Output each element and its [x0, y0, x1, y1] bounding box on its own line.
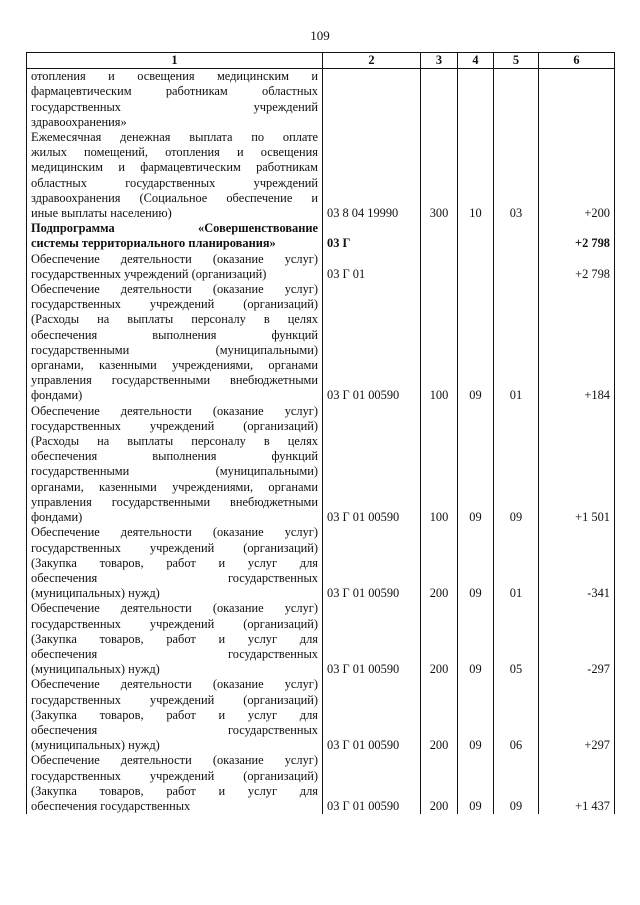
row-expense-type — [421, 221, 458, 251]
row-section: 09 — [458, 677, 494, 753]
description-line: государственных учреждений (организаций) — [31, 297, 318, 312]
description-line: государственных учреждений (организаций) — [31, 540, 318, 555]
description-line: обеспечения государственных — [31, 798, 191, 813]
row-code: 03 Г — [323, 221, 421, 251]
row-description — [27, 753, 323, 814]
table-row — [27, 252, 615, 282]
table-row — [27, 404, 615, 526]
table-row — [27, 753, 615, 814]
table-header — [27, 53, 615, 69]
row-section — [458, 221, 494, 251]
description-line: (Закупка товаров, работ и услуг для — [31, 707, 318, 722]
header-col-4: 4 — [458, 53, 494, 69]
row-description — [27, 404, 323, 526]
row-amount: -297 — [539, 601, 615, 677]
description-line: медицинским и фармацевтическим работникам — [31, 160, 318, 175]
row-amount — [539, 69, 615, 130]
description-line: обеспечения выполнения функций — [31, 449, 318, 464]
description-line: областных государственных учреждений — [31, 175, 318, 190]
description-line: Ежемесячная денежная выплата по оплате — [31, 130, 318, 145]
table-row — [27, 282, 615, 404]
row-subsection — [494, 221, 539, 251]
table-body — [27, 69, 615, 814]
row-amount: +297 — [539, 677, 615, 753]
description-line: органами, казенными учреждениями, органами — [31, 479, 318, 494]
row-section: 09 — [458, 282, 494, 404]
header-col-5: 5 — [494, 53, 539, 69]
row-code: 03 Г 01 00590 — [323, 753, 421, 814]
description-line: обеспечения государственных — [31, 570, 318, 585]
row-description — [27, 282, 323, 404]
description-line: (муниципальных) нужд) — [31, 738, 160, 753]
row-subsection: 09 — [494, 753, 539, 814]
description-line: государственных учреждений — [31, 99, 318, 114]
description-line: Обеспечение деятельности (оказание услуг) — [31, 403, 318, 418]
table-row — [27, 525, 615, 601]
description-line: фармацевтическим работникам областных — [31, 84, 318, 99]
description-line: (Расходы на выплаты персоналу в целях — [31, 312, 318, 327]
row-code: 03 Г 01 00590 — [323, 601, 421, 677]
row-subsection: 01 — [494, 525, 539, 601]
row-section: 09 — [458, 404, 494, 526]
row-expense-type: 100 — [421, 282, 458, 404]
description-line: (Закупка товаров, работ и услуг для — [31, 783, 318, 798]
row-amount: +184 — [539, 282, 615, 404]
row-description — [27, 221, 323, 251]
description-line: фондами) — [31, 388, 83, 403]
header-col-3: 3 — [421, 53, 458, 69]
row-section: 10 — [458, 130, 494, 221]
header-col-1: 1 — [27, 53, 323, 69]
row-subsection: 05 — [494, 601, 539, 677]
row-code: 03 Г 01 — [323, 252, 421, 282]
description-line: Обеспечение деятельности (оказание услуг) — [31, 601, 318, 616]
header-col-2: 2 — [323, 53, 421, 69]
row-amount: +1 437 — [539, 753, 615, 814]
row-subsection: 01 — [494, 282, 539, 404]
row-expense-type: 200 — [421, 525, 458, 601]
row-code: 03 Г 01 00590 — [323, 525, 421, 601]
row-section — [458, 252, 494, 282]
row-amount: +2 798 — [539, 252, 615, 282]
table-row — [27, 677, 615, 753]
description-line: государственных учреждений (организаций) — [31, 692, 318, 707]
description-line: государственными (муниципальными) — [31, 342, 318, 357]
row-subsection: 09 — [494, 404, 539, 526]
row-description — [27, 601, 323, 677]
description-line: жилых помещений, отопления и освещения — [31, 145, 318, 160]
row-expense-type — [421, 252, 458, 282]
description-line: (муниципальных) нужд) — [31, 662, 160, 677]
row-amount: +2 798 — [539, 221, 615, 251]
header-col-6: 6 — [539, 53, 615, 69]
row-amount: -341 — [539, 525, 615, 601]
table-row — [27, 221, 615, 251]
page-number: 109 — [310, 28, 330, 43]
row-subsection — [494, 69, 539, 130]
row-description — [27, 69, 323, 130]
row-expense-type — [421, 69, 458, 130]
description-line: государственных учреждений (организаций) — [31, 616, 318, 631]
description-line: обеспечения государственных — [31, 646, 318, 661]
description-line: Обеспечение деятельности (оказание услуг) — [31, 251, 318, 266]
description-line: Обеспечение деятельности (оказание услуг) — [31, 525, 318, 540]
row-expense-type: 200 — [421, 677, 458, 753]
row-description — [27, 252, 323, 282]
description-line: здравоохранения» — [31, 114, 127, 129]
table-row — [27, 69, 615, 130]
row-subsection — [494, 252, 539, 282]
budget-table — [26, 52, 615, 814]
description-line: государственных учреждений (организаций) — [31, 266, 267, 281]
table-row — [27, 130, 615, 221]
row-code: 03 Г 01 00590 — [323, 677, 421, 753]
description-line: обеспечения государственных — [31, 722, 318, 737]
description-line: отопления и освещения медицинским и — [31, 69, 318, 84]
description-line: (Расходы на выплаты персоналу в целях — [31, 434, 318, 449]
description-line: государственных учреждений (организаций) — [31, 768, 318, 783]
description-line: Обеспечение деятельности (оказание услуг) — [31, 282, 318, 297]
description-line: Обеспечение деятельности (оказание услуг) — [31, 753, 318, 768]
row-description — [27, 130, 323, 221]
description-line: государственными (муниципальными) — [31, 464, 318, 479]
description-line: здравоохранения (Социальное обеспечение и — [31, 190, 318, 205]
header-row — [27, 53, 615, 69]
row-expense-type: 300 — [421, 130, 458, 221]
row-expense-type: 200 — [421, 753, 458, 814]
row-description — [27, 677, 323, 753]
description-line: (Закупка товаров, работ и услуг для — [31, 555, 318, 570]
row-section: 09 — [458, 525, 494, 601]
row-subsection: 03 — [494, 130, 539, 221]
description-line: Подпрограмма «Совершенствование — [31, 221, 318, 236]
row-code — [323, 69, 421, 130]
row-code: 03 Г 01 00590 — [323, 404, 421, 526]
table-row — [27, 601, 615, 677]
description-line: органами, казенными учреждениями, органами — [31, 358, 318, 373]
row-amount: +1 501 — [539, 404, 615, 526]
row-expense-type: 100 — [421, 404, 458, 526]
description-line: (муниципальных) нужд) — [31, 586, 160, 601]
row-code: 03 8 04 19990 — [323, 130, 421, 221]
row-subsection: 06 — [494, 677, 539, 753]
row-description — [27, 525, 323, 601]
description-line: Обеспечение деятельности (оказание услуг) — [31, 677, 318, 692]
row-section: 09 — [458, 601, 494, 677]
row-section — [458, 69, 494, 130]
row-amount: +200 — [539, 130, 615, 221]
description-line: управления государственными внебюджетными — [31, 494, 318, 509]
description-line: фондами) — [31, 510, 83, 525]
row-expense-type: 200 — [421, 601, 458, 677]
description-line: государственных учреждений (организаций) — [31, 418, 318, 433]
row-code: 03 Г 01 00590 — [323, 282, 421, 404]
description-line: системы территориального планирования» — [31, 236, 276, 251]
row-section: 09 — [458, 753, 494, 814]
description-line: обеспечения выполнения функций — [31, 327, 318, 342]
description-line: (Закупка товаров, работ и услуг для — [31, 631, 318, 646]
description-line: иные выплаты населению) — [31, 206, 172, 221]
description-line: управления государственными внебюджетными — [31, 373, 318, 388]
